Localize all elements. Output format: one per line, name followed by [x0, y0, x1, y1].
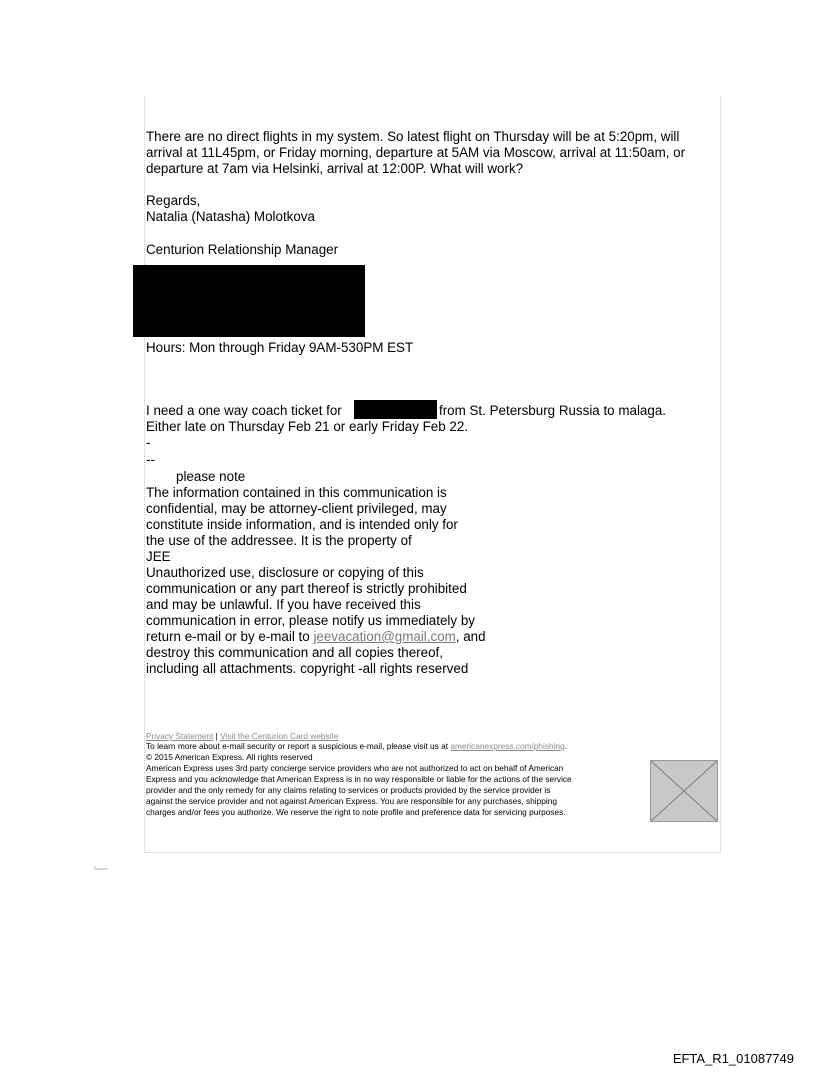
notice-line: destroy this communication and all copies thereof, [146, 645, 443, 660]
redaction-block-contact [133, 265, 365, 337]
regards-text: Regards, [146, 193, 201, 208]
disclaimer-line: against the service provider and not against American Express. You are responsible for any purchases, shipping [146, 796, 557, 806]
phishing-link[interactable]: americanexpress.com/phishing [450, 741, 565, 751]
notice-email-line [146, 629, 486, 645]
image-placeholder [650, 760, 718, 822]
notice-line: the use of the addressee. It is the property of [146, 533, 412, 548]
signer-name: Natalia (Natasha) Molotkova [146, 209, 315, 224]
email-link[interactable]: jeevacation@gmail.com [313, 629, 456, 644]
disclaimer-line: American Express uses 3rd party concierge service providers who are not authorized to act on behalf of American [146, 763, 564, 773]
footer-links [146, 731, 338, 741]
disclaimer-line: Express and you acknowledge that American Express is in no way responsible or liable for the actions of the service [146, 774, 572, 784]
notice-email-suffix: , and [455, 629, 486, 644]
disclaimer-line: charges and/or fees you authorize. We reserve the right to note profile and preference data for servicing purposes. [146, 807, 566, 817]
security-notice [146, 741, 567, 751]
signer-role: Centurion Relationship Manager [146, 242, 339, 257]
notice-line: The information contained in this communication is [146, 485, 447, 500]
hours-text: Hours: Mon through Friday 9AM-530PM EST [146, 340, 414, 355]
redaction-block-name [354, 400, 437, 419]
image-placeholder-cross [651, 761, 717, 821]
request-line-1-start: I need a one way coach ticket for [146, 403, 342, 418]
request-line-2: Either late on Thursday Feb 21 or early Friday Feb 22. [146, 419, 469, 434]
notice-email-prefix: return e-mail or by e-mail to [146, 629, 314, 644]
notice-line: and may be unlawful. If you have received this [146, 597, 421, 612]
reply-line-2: arrival at 11L45pm, or Friday morning, departure at 5AM via Moscow, arrival at 11:50am, or [146, 145, 686, 160]
notice-line: communication or any part thereof is strictly prohibited [146, 581, 467, 596]
document-id: EFTA_R1_01087749 [672, 1051, 794, 1066]
footer-link-separator: | [213, 731, 221, 741]
notice-line: JEE [146, 549, 171, 564]
copyright-text: © 2015 American Express. All rights reserved [146, 752, 313, 762]
separator-double-dash: -- [146, 452, 155, 467]
security-notice-text: To learn more about e-mail security or report a suspicious e-mail, please visit us at [146, 741, 451, 751]
privacy-statement-link[interactable]: Privacy Statement [146, 731, 214, 741]
reply-line-1: There are no direct flights in my system. So latest flight on Thursday will be at 5:20pm, will [146, 129, 680, 144]
scan-artifact-mark [94, 866, 108, 870]
notice-line: Unauthorized use, disclosure or copying of this [146, 565, 424, 580]
reply-line-3: departure at 7am via Helsinki, arrival at 12:00P. What will work? [146, 161, 524, 176]
notice-line: confidential, may be attorney-client privileged, may [146, 501, 447, 516]
separator-dash: - [146, 435, 151, 450]
centurion-website-link[interactable]: Visit the Centurion Card website [220, 731, 339, 741]
request-line-1-end: from St. Petersburg Russia to malaga. [439, 403, 666, 418]
security-notice-end: . [564, 741, 568, 751]
disclaimer-line: provider and the only remedy for any claims relating to services or products provided by the service provider is [146, 785, 551, 795]
notice-line: including all attachments. copyright -all rights reserved [146, 661, 469, 676]
notice-heading: please note [176, 469, 246, 484]
notice-line: constitute inside information, and is intended only for [146, 517, 458, 532]
notice-line: communication in error, please notify us immediately by [146, 613, 475, 628]
